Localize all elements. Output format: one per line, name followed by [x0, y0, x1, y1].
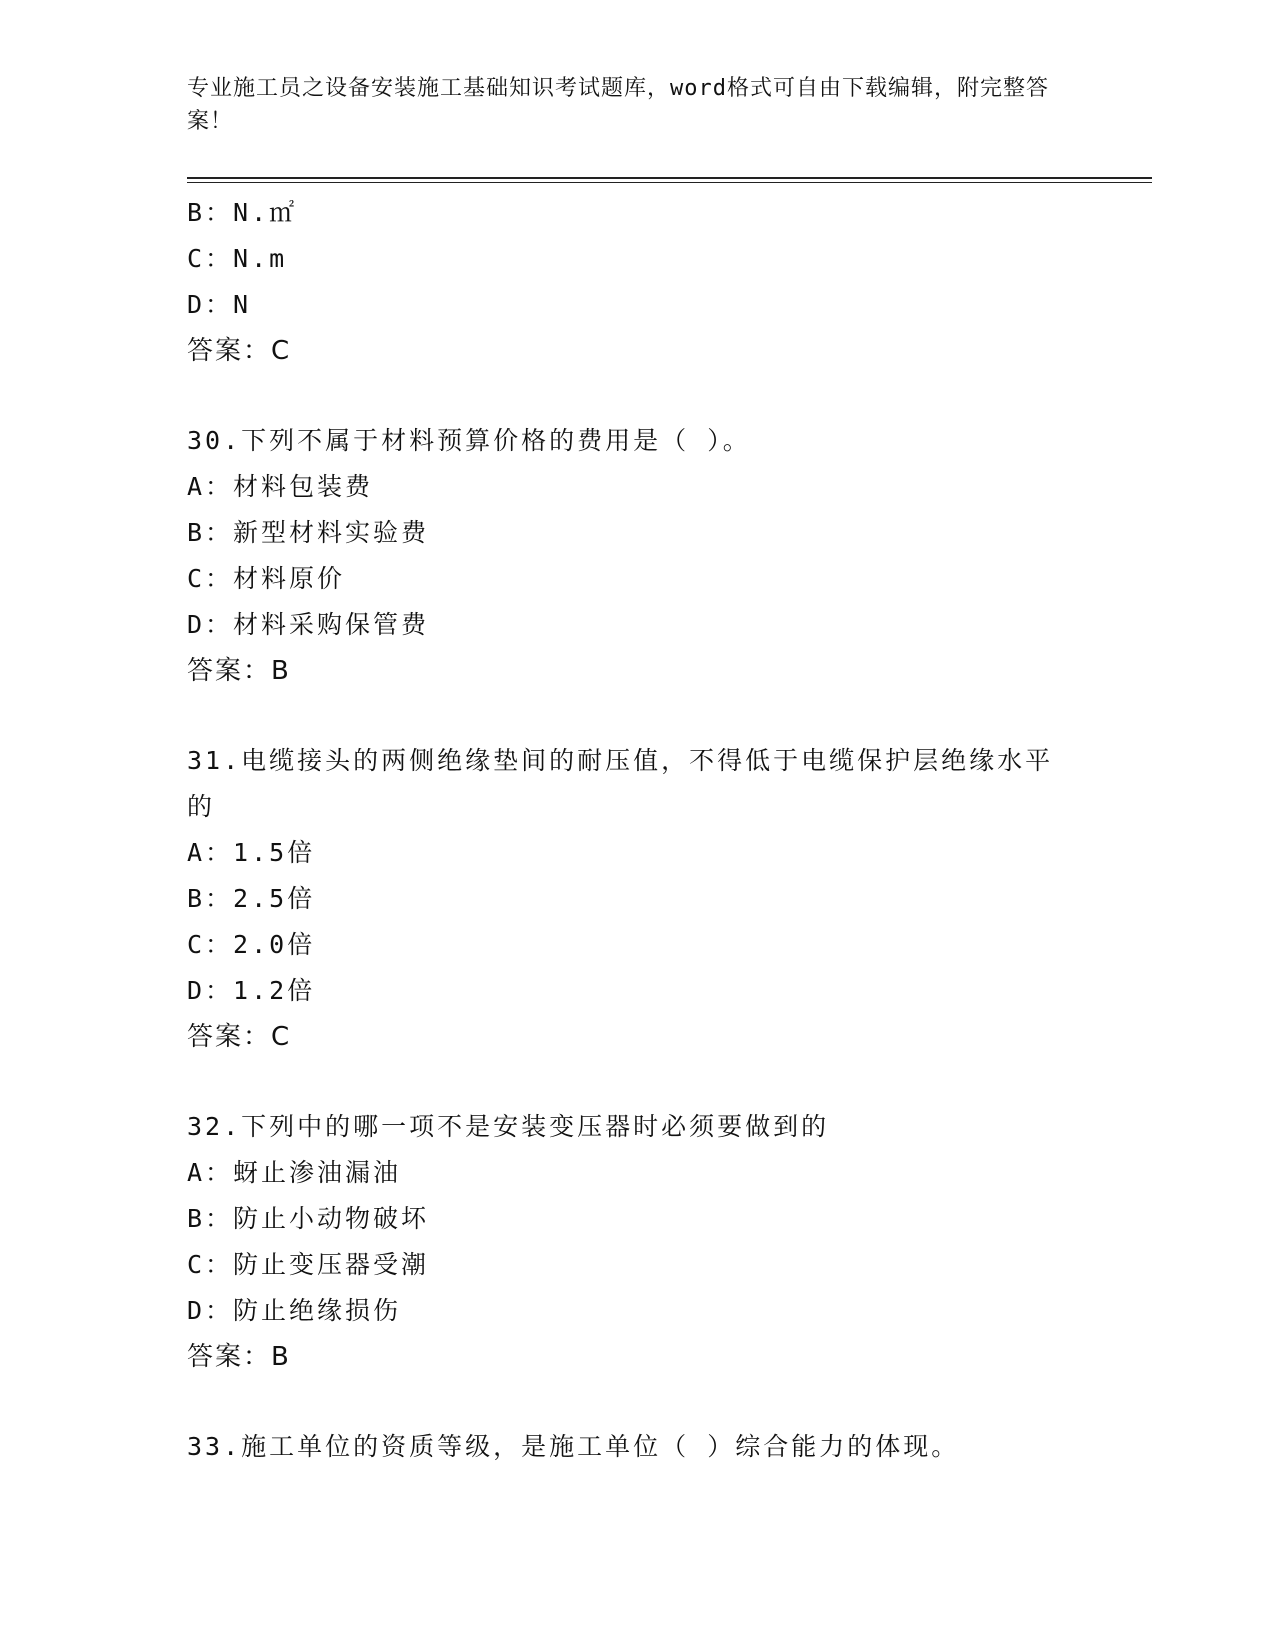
option-b: B：2.5倍 [187, 884, 316, 913]
spacer [187, 1060, 1087, 1104]
question-31 [187, 738, 1087, 1060]
option-a: A：蚜止渗油漏油 [187, 1158, 402, 1187]
option-d: D：N [187, 290, 252, 319]
answer-line: 答案：B [187, 1342, 291, 1372]
spacer [187, 694, 1087, 738]
header-divider-thin [187, 182, 1152, 183]
spacer [187, 374, 1087, 418]
question-33 [187, 1424, 1087, 1470]
spacer [187, 1380, 1087, 1424]
question-30 [187, 418, 1087, 694]
question-stem: 30.下列不属于材料预算价格的费用是（ ）。 [187, 426, 751, 455]
option-c: C：材料原价 [187, 564, 346, 593]
question-32 [187, 1104, 1087, 1380]
option-b: B：防止小动物破坏 [187, 1204, 430, 1233]
page-header-title: 专业施工员之设备安装施工基础知识考试题库，word格式可自由下载编辑，附完整答案！ [187, 76, 1049, 134]
option-a: A：材料包装费 [187, 472, 374, 501]
header-divider-thick [187, 177, 1152, 179]
option-d: D：1.2倍 [187, 976, 316, 1005]
option-b: B：N.㎡ [187, 198, 298, 227]
answer-line: 答案：C [187, 336, 292, 366]
option-c: C：N.m [187, 244, 288, 273]
option-d: D：材料采购保管费 [187, 610, 430, 639]
option-c: C：防止变压器受潮 [187, 1250, 430, 1279]
answer-line: 答案：B [187, 656, 291, 686]
option-b: B：新型材料实验费 [187, 518, 430, 547]
question-carryover [187, 190, 1087, 374]
option-a: A：1.5倍 [187, 838, 316, 867]
question-stem: 32.下列中的哪一项不是安装变压器时必须要做到的 [187, 1112, 830, 1141]
question-stem: 31.电缆接头的两侧绝缘垫间的耐压值，不得低于电缆保护层绝缘水平的 [187, 746, 1054, 821]
option-d: D：防止绝缘损伤 [187, 1296, 402, 1325]
question-list [187, 190, 1087, 1470]
option-c: C：2.0倍 [187, 930, 316, 959]
question-stem: 33.施工单位的资质等级，是施工单位（ ）综合能力的体现。 [187, 1432, 960, 1461]
answer-line: 答案：C [187, 1022, 292, 1052]
